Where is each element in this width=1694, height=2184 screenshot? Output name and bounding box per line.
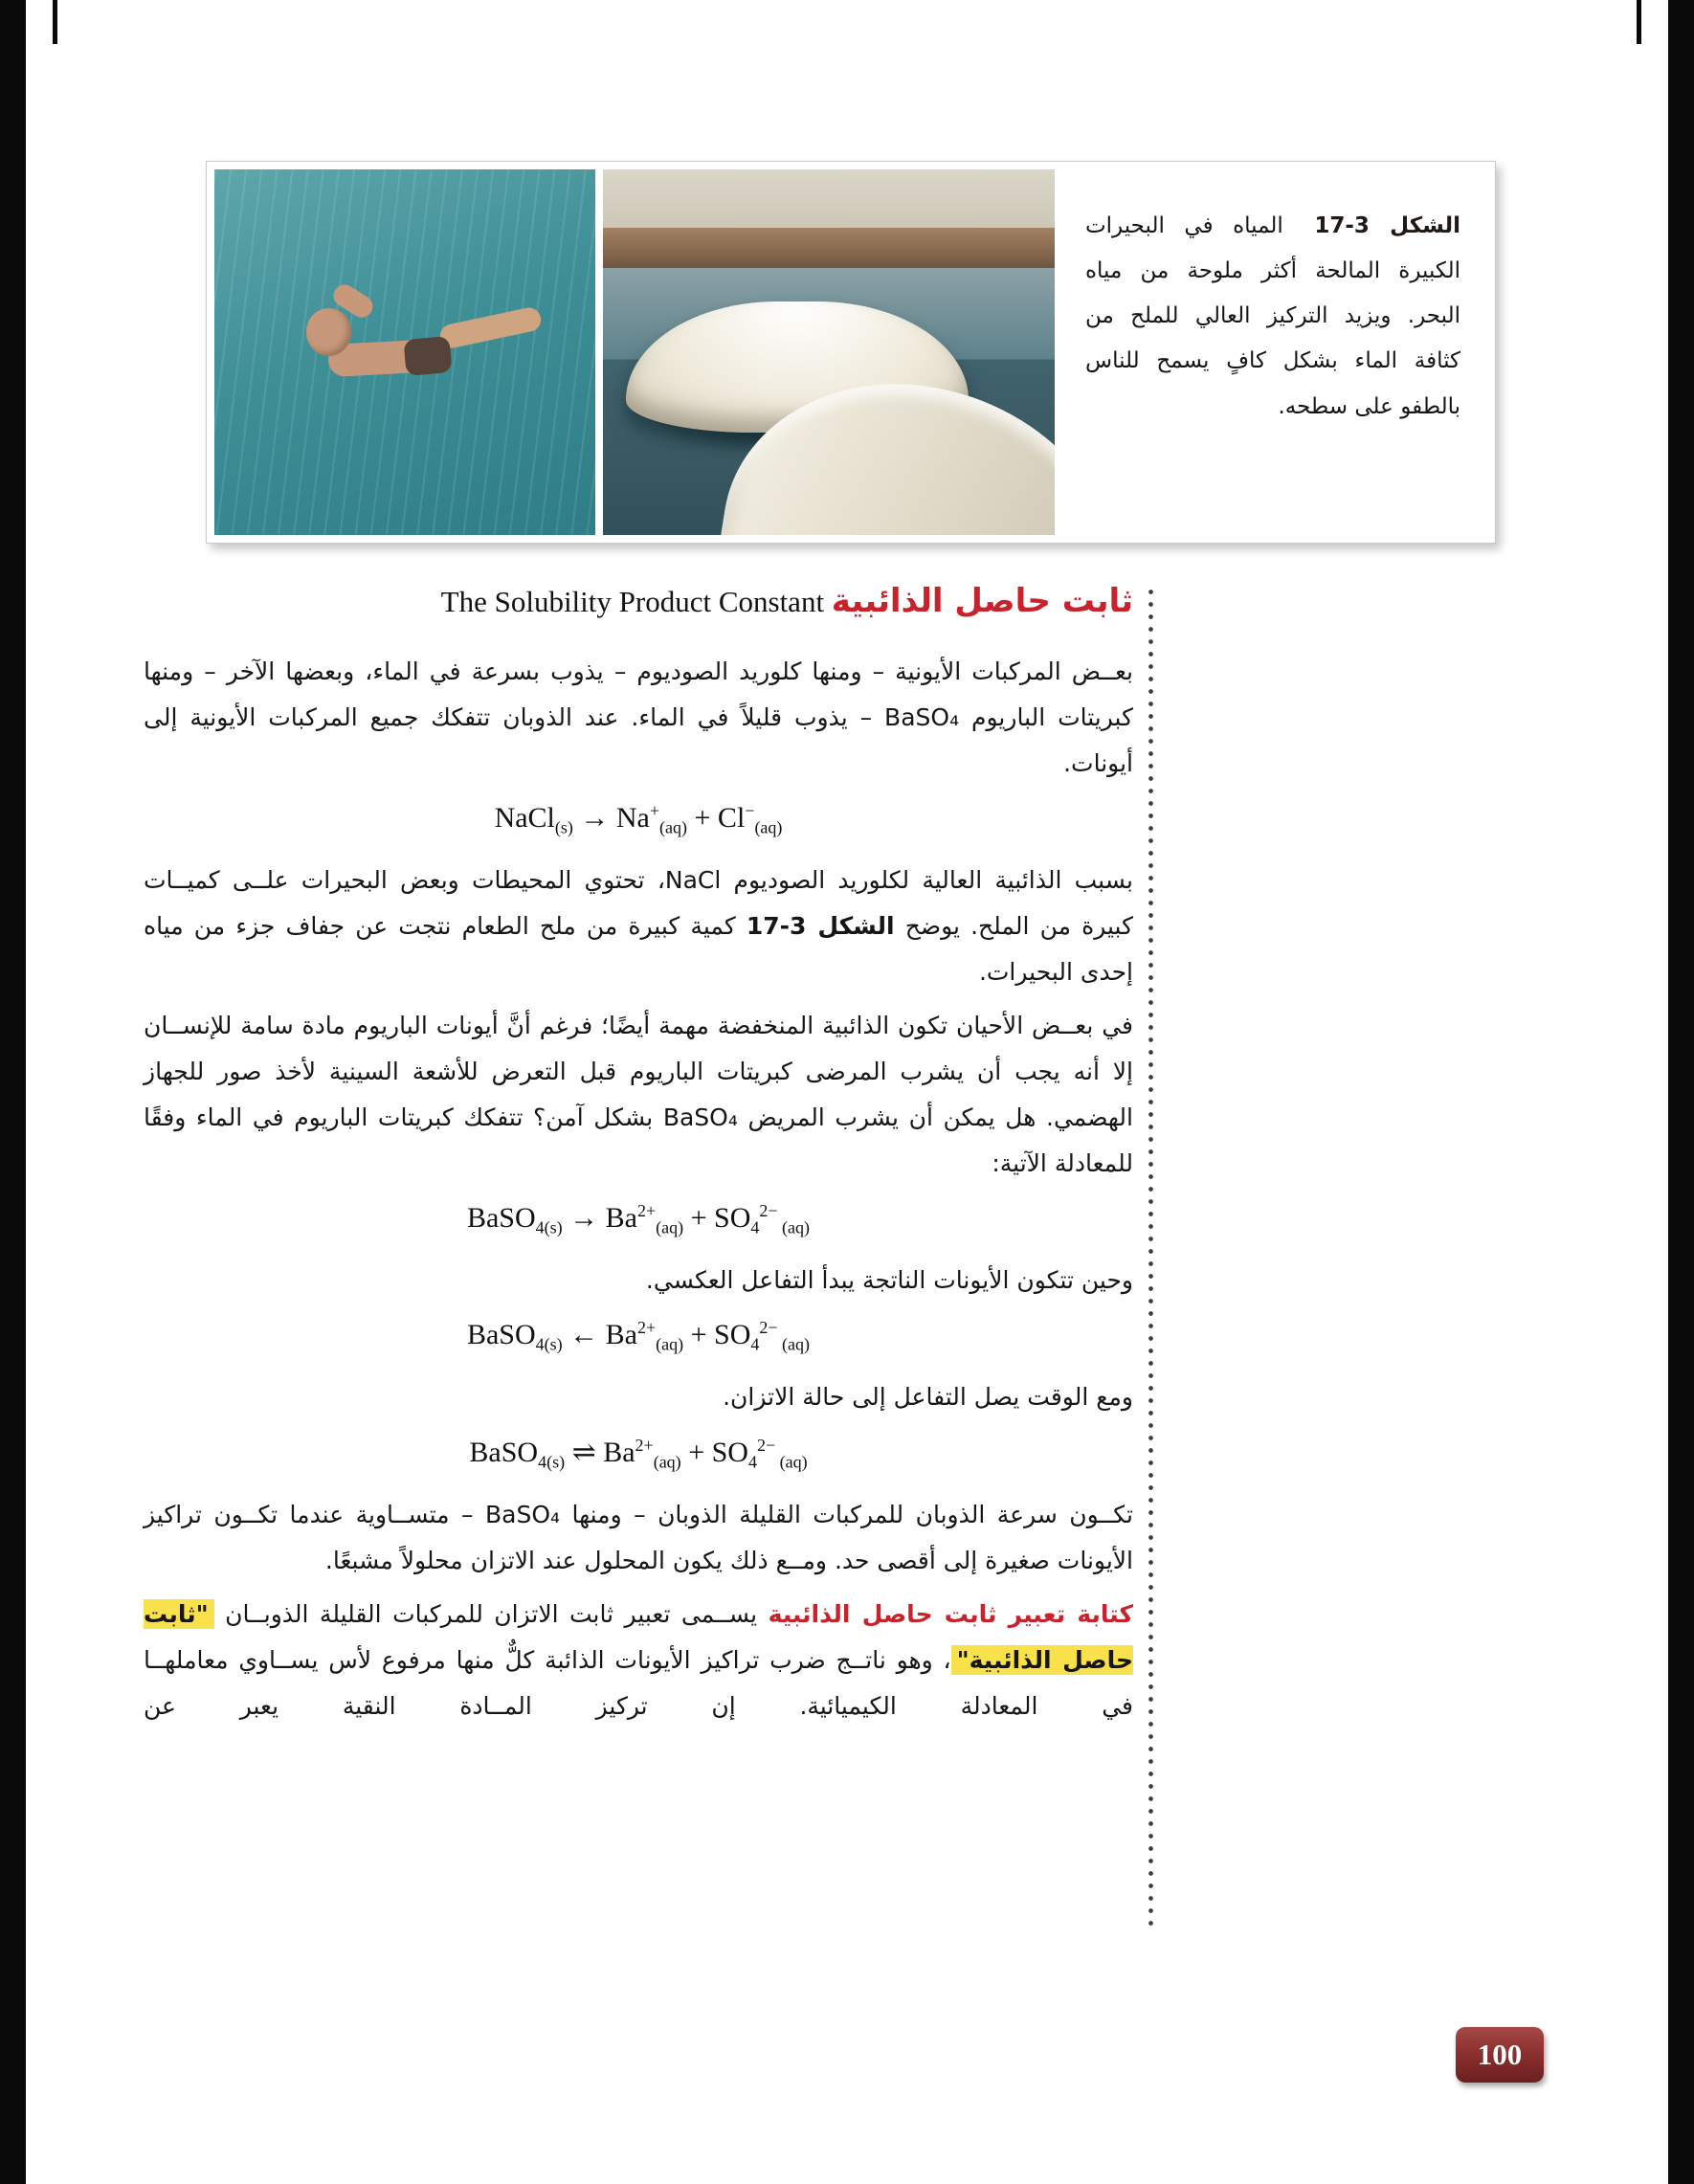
figure-label: الشكل 3-17	[1314, 213, 1461, 238]
figure-caption	[1062, 169, 1487, 535]
ksp-term-highlight: "ثابت حاصل الذائبية"	[144, 1600, 1133, 1675]
section-heading	[144, 580, 1133, 622]
equation-baso4-reverse: BaSO$_{4(s)}$ ← $Ba^{2+}_{(aq)} + SO_4^{2-}$ $_{(aq)}$	[466, 1318, 811, 1354]
equation-baso4-equilibrium: BaSO$_{4(s)}$ ⇌ $Ba^{2+}_{(aq)} + SO_4^{2-}$ $_{(aq)}$	[469, 1436, 808, 1472]
photo-person-floating	[214, 169, 595, 535]
page-binding-edge-left	[0, 0, 26, 2184]
crop-mark-top-left	[53, 0, 57, 44]
paragraph-barium-sulfate: في بعــض الأحيان تكون الذائبية المنخفضة مهمة أيضًا؛ فرغم أنَّ أيونات الباريوم مادة سامة للإنســان إلا أنه يجب أن يشرب المرضى كبريتات الباريوم قبل التعرض للأشعة السينية لأخذ صور للجهاز الهضمي. هل يمكن أن يشرب المريض BaSO₄ بشكل آمن؟ تتفكك كبريتات الباريوم في الماء وفقًا للمعادلة الآتية:	[144, 1012, 1133, 1178]
page-number-badge: 100	[1456, 2027, 1544, 2083]
figure-3-17-box	[206, 161, 1496, 544]
floating-person-head	[306, 308, 352, 356]
figure-reference: الشكل 3-17	[746, 912, 895, 941]
margin-dotted-rule	[1148, 586, 1153, 1930]
crop-mark-top-right	[1637, 0, 1641, 44]
equation-baso4-forward: BaSO$_{4(s)}$ → $Ba^{2+}_{(aq)} + SO_4^{2-}$ $_{(aq)}$	[466, 1201, 811, 1237]
paragraph-ionic-compounds: بعــض المركبات الأيونية – ومنها كلوريد الصوديوم – يذوب بسرعة في الماء، وبعضها الآخر – ومنها كبريتات الباريوم BaSO₄ – يذوب قليلاً في الماء. عند الذوبان تتفكك جميع المركبات الأيونية إلى أيونات.	[144, 657, 1134, 778]
main-text-column	[144, 580, 1133, 1737]
equation-nacl-dissociation: NaCl$_{(s)}$ → $Na^+_{(aq)} + Cl^-_{(aq)}$	[494, 801, 783, 837]
paragraph-ksp-definition	[144, 1592, 1133, 1729]
paragraph-reverse-reaction: وحين تتكون الأيونات الناتجة يبدأ التفاعل العكسي.	[645, 1266, 1133, 1295]
page-binding-edge-right	[1668, 0, 1694, 2184]
paragraph-salt-lakes	[144, 858, 1133, 995]
paragraph-salt-lakes-text-1: بسبب الذائبية العالية لكلوريد الصوديوم NaCl، تحتوي المحيطات وبعض البحيرات علــى كميــات كبيرة من الملح. يوضح	[144, 866, 1133, 941]
section-title-english: The Solubility Product Constant	[440, 585, 825, 618]
paragraph-ksp-text-1: يســمى تعبير ثابت الاتزان للمركبات القليلة الذوبــان	[213, 1600, 769, 1629]
floating-person-shorts	[403, 336, 452, 376]
ksp-writing-lead-in: كتابة تعبير ثابت حاصل الذائبية	[768, 1600, 1133, 1629]
paragraph-salt-lakes-text-2: كمية كبيرة من ملح الطعام نتجت عن جفاف جزء من مياه إحدى البحيرات.	[144, 912, 1133, 987]
paragraph-equilibrium-state: ومع الوقت يصل التفاعل إلى حالة الاتزان.	[723, 1383, 1133, 1412]
paragraph-saturated-solution: تكــون سرعة الذوبان للمركبات القليلة الذوبان – ومنها BaSO₄ – متســاوية عندما تكــون تراكيز الأيونات صغيرة إلى أقصى حد. ومــع ذلك يكون المحلول عند الاتزان محلولاً مشبعًا.	[144, 1501, 1133, 1575]
paragraph-ksp-text-2: ، وهو ناتــج ضرب تراكيز الأيونات الذائبة كلٌّ منها مرفوع لأس يســاوي معاملهــا في المعادلة الكيميائية. إن تركيز المــادة النقية يعبر عن	[144, 1646, 1133, 1721]
photo-salt-formations	[603, 169, 1055, 535]
figure-caption-text: المياه في البحيرات الكبيرة المالحة أكثر ملوحة من مياه البحر. ويزيد التركيز العالي للملح من كثافة الماء بشكل كافٍ يسمح للناس بالطفو على سطحه.	[1085, 213, 1460, 419]
section-title-arabic: ثابت حاصل الذائبية	[831, 582, 1133, 620]
